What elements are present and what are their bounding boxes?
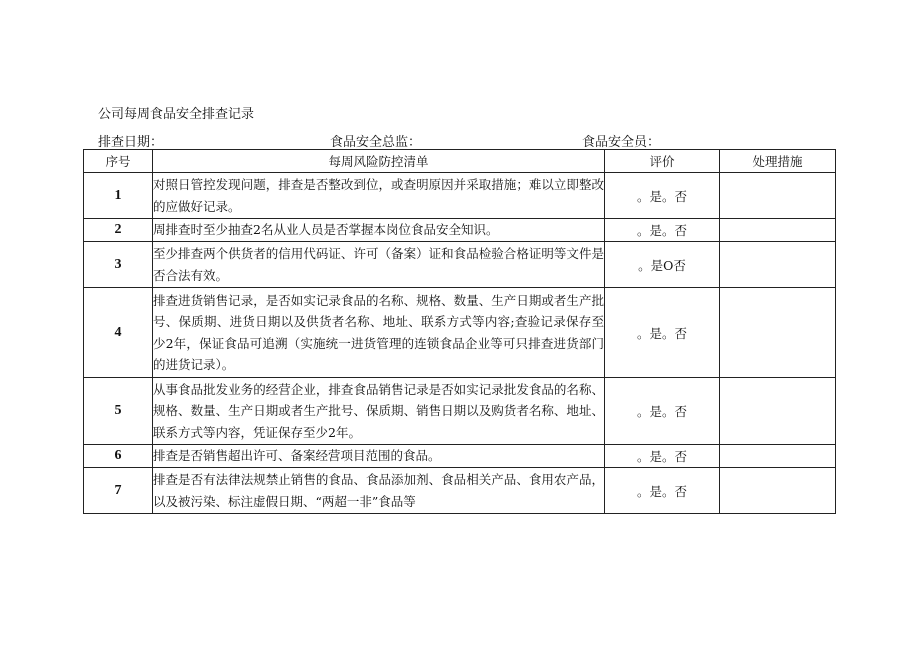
row-action[interactable] <box>720 378 836 445</box>
row-no: 7 <box>84 468 153 514</box>
header-no: 序号 <box>84 150 153 173</box>
table-row <box>84 173 836 219</box>
row-evaluation[interactable]: 。是。否 <box>605 378 720 445</box>
table-row <box>84 219 836 242</box>
table-row <box>84 445 836 468</box>
row-no: 4 <box>84 288 153 378</box>
row-evaluation[interactable]: 。是。否 <box>605 288 720 378</box>
table-row <box>84 242 836 288</box>
row-action[interactable] <box>720 288 836 378</box>
row-description: 排查是否销售超出许可、备案经营项目范围的食品。 <box>153 445 605 468</box>
row-no: 5 <box>84 378 153 445</box>
safety-officer-label: 食品安全员： <box>582 135 661 150</box>
check-date-label: 排查日期： <box>98 135 164 150</box>
header-evaluation: 评价 <box>605 150 720 173</box>
row-description: 至少排查两个供货者的信用代码证、许可（备案）证和食品检验合格证明等文件是否合法有效。 <box>153 242 605 288</box>
row-no: 1 <box>84 173 153 219</box>
row-no: 6 <box>84 445 153 468</box>
row-action[interactable] <box>720 173 836 219</box>
table-row <box>84 468 836 514</box>
row-evaluation[interactable]: 。是。否 <box>605 445 720 468</box>
page-title: 公司每周食品安全排查记录 <box>98 107 255 122</box>
row-description: 周排查时至少抽查2名从业人员是否掌握本岗位食品安全知识。 <box>153 219 605 242</box>
row-description: 排查进货销售记录，是否如实记录食品的名称、规格、数量、生产日期或者生产批号、保质期、进货日期以及供货者名称、地址、联系方式等内容;查验记录保存至少2年，保证食品可追溯（实施统一进货管理的连锁食品企业等可只排查进货部门的进货记录）。 <box>153 288 605 378</box>
row-evaluation[interactable]: 。是O否 <box>605 242 720 288</box>
row-no: 3 <box>84 242 153 288</box>
row-action[interactable] <box>720 242 836 288</box>
row-action[interactable] <box>720 219 836 242</box>
row-description: 排查是否有法律法规禁止销售的食品、食品添加剂、食品相关产品、食用农产品，以及被污染、标注虚假日期、“两超一非”食品等 <box>153 468 605 514</box>
header-action: 处理措施 <box>720 150 836 173</box>
row-no: 2 <box>84 219 153 242</box>
table-header-row <box>84 150 836 173</box>
row-evaluation[interactable]: 。是。否 <box>605 173 720 219</box>
row-evaluation[interactable]: 。是。否 <box>605 219 720 242</box>
row-description: 从事食品批发业务的经营企业，排查食品销售记录是否如实记录批发食品的名称、规格、数量、生产日期或者生产批号、保质期、销售日期以及购货者名称、地址、联系方式等内容，凭证保存至少2年。 <box>153 378 605 445</box>
row-action[interactable] <box>720 445 836 468</box>
row-action[interactable] <box>720 468 836 514</box>
weekly-check-table <box>83 149 836 514</box>
header-checklist: 每周风险防控清单 <box>153 150 605 173</box>
row-evaluation[interactable]: 。是。否 <box>605 468 720 514</box>
table-row <box>84 288 836 378</box>
safety-director-label: 食品安全总监： <box>330 135 422 150</box>
table-row <box>84 378 836 445</box>
row-description: 对照日管控发现问题，排查是否整改到位，或查明原因并采取措施；难以立即整改的应做好记录。 <box>153 173 605 219</box>
